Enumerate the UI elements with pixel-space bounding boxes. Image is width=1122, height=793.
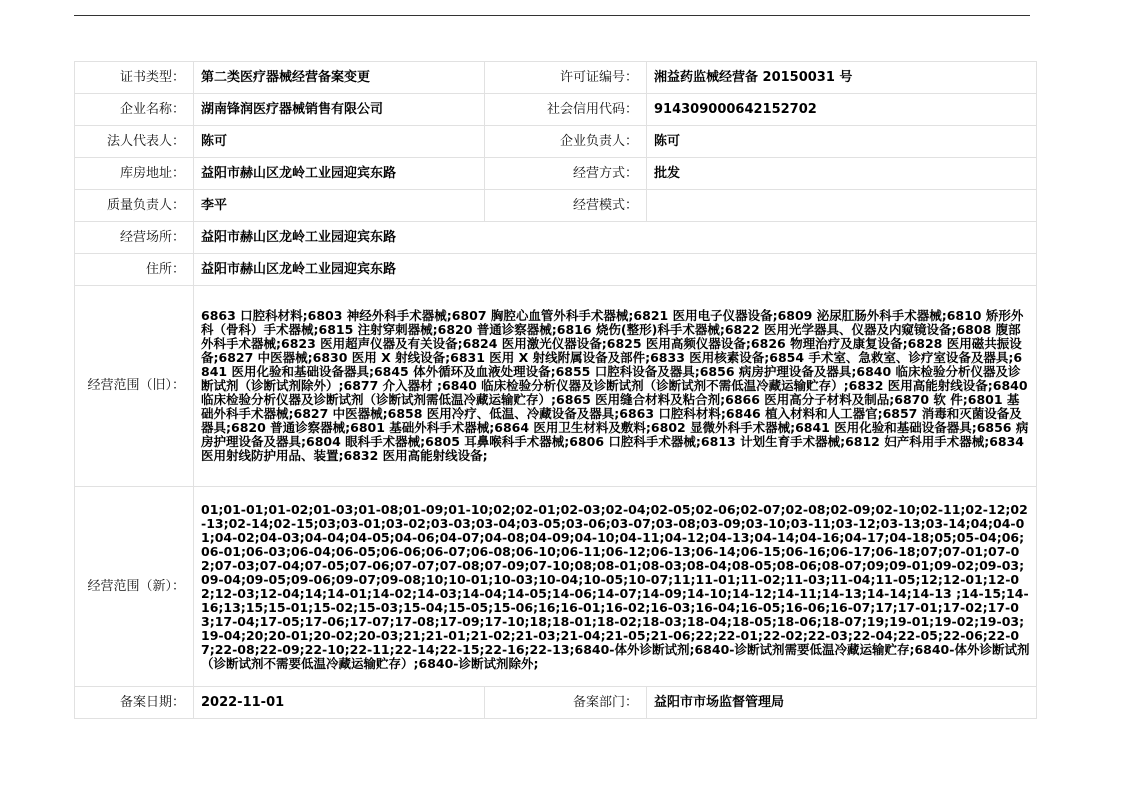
- mode-value: 批发: [647, 158, 1037, 190]
- row-warehouse: [75, 158, 1037, 190]
- license-no-label: 许可证编号：: [485, 62, 647, 94]
- certificate-table: [74, 61, 1037, 719]
- legal-rep-label: 法人代表人：: [75, 126, 194, 158]
- residence-value: 益阳市赫山区龙岭工业园迎宾东路: [194, 254, 1037, 286]
- scope-new-label: 经营范围（新）：: [75, 487, 194, 687]
- premises-value: 益阳市赫山区龙岭工业园迎宾东路: [194, 222, 1037, 254]
- row-premises: [75, 222, 1037, 254]
- quality-value: 李平: [194, 190, 485, 222]
- row-record: [75, 687, 1037, 719]
- credit-code-label: 社会信用代码：: [485, 94, 647, 126]
- row-scope-old: [75, 286, 1037, 487]
- scope-old-value: 6863 口腔科材料;6803 神经外科手术器械;6807 胸腔心血管外科手术器械;6821 医用电子仪器设备;6809 泌尿肛肠外科手术器械;6810 矫形外科（骨科）手术器械;6815 注射穿刺器械;6820 普通诊察器械;6816 烧伤(整形)科手术器械;6822 医用光学器具、仪器及内窥镜设备;6808 腹部外科手术器械;6823 医用超声仪器及有关设备;6824 医用激光仪器设备;6825 医用高频仪器设备;6826 物理治疗及康复设备;6828 医用磁共振设备;6827 中医器械;6830 医用 X 射线设备;6831 医用 X 射线附属设备及部件;6833 医用核素设备;6854 手术室、急救室、诊疗室设备及器具;6841 医用化验和基础设备器具;6845 体外循环及血液处理设备;6855 口腔科设备及器具;6856 病房护理设备及器具;6840 临床检验分析仪器及诊断试剂（诊断试剂除外）;6877 介入器材 ;6840 临床检验分析仪器及诊断试剂（诊断试剂不需低温冷藏运输贮存）;6832 医用高能射线设备;6840 临床检验分析仪器及诊断试剂（诊断试剂需低温冷藏运输贮存）;6865 医用缝合材料及粘合剂;6866 医用高分子材料及制品;6870 软 件;6801 基础外科手术器械;6827 中医器械;6858 医用冷疗、低温、冷藏设备及器具;6863 口腔科材料;6846 植入材料和人工器官;6857 消毒和灭菌设备及器具;6820 普通诊察器械;6801 基础外科手术器械;6864 医用卫生材料及敷料;6802 显微外科手术器械;6841 医用化验和基础设备器具;6856 病房护理设备及器具;6804 眼科手术器械;6805 耳鼻喉科手术器械;6806 口腔科手术器械;6813 计划生育手术器械;6812 妇产科用手术器械;6834 医用射线防护用品、装置;6832 医用高能射线设备;: [194, 286, 1037, 487]
- top-rule: [74, 15, 1030, 16]
- row-residence: [75, 254, 1037, 286]
- license-no-value: 湘益药监械经营备 20150031 号: [647, 62, 1037, 94]
- row-quality: [75, 190, 1037, 222]
- scope-old-label: 经营范围（旧）：: [75, 286, 194, 487]
- cert-type-label: 证书类型：: [75, 62, 194, 94]
- model-value: [647, 190, 1037, 222]
- legal-rep-value: 陈可: [194, 126, 485, 158]
- row-cert-type: [75, 62, 1037, 94]
- model-label: 经营模式：: [485, 190, 647, 222]
- principal-value: 陈可: [647, 126, 1037, 158]
- record-date-value: 2022-11-01: [194, 687, 485, 719]
- mode-label: 经营方式：: [485, 158, 647, 190]
- company-label: 企业名称：: [75, 94, 194, 126]
- record-date-label: 备案日期：: [75, 687, 194, 719]
- warehouse-value: 益阳市赫山区龙岭工业园迎宾东路: [194, 158, 485, 190]
- record-dept-label: 备案部门：: [485, 687, 647, 719]
- premises-label: 经营场所：: [75, 222, 194, 254]
- row-scope-new: [75, 487, 1037, 687]
- residence-label: 住所：: [75, 254, 194, 286]
- record-dept-value: 益阳市市场监督管理局: [647, 687, 1037, 719]
- quality-label: 质量负责人：: [75, 190, 194, 222]
- scope-new-value: 01;01-01;01-02;01-03;01-08;01-09;01-10;02;02-01;02-03;02-04;02-05;02-06;02-07;02-08;02-09;02-10;02-11;02-12;02-13;02-14;02-15;03;03-01;03-02;03-03;03-04;03-05;03-06;03-07;03-08;03-09;03-10;03-11;03-12;03-13;03-14;04;04-01;04-02;04-03;04-04;04-05;04-06;04-07;04-08;04-09;04-10;04-11;04-12;04-13;04-14;04-16;04-17;04-18;05;05-04;06;06-01;06-03;06-04;06-05;06-06;06-07;06-08;06-10;06-11;06-12;06-13;06-14;06-15;06-16;06-17;06-18;07;07-01;07-02;07-03;07-04;07-05;07-06;07-07;07-08;07-09;07-10;08;08-01;08-03;08-04;08-05;08-06;08-07;09;09-01;09-02;09-03;09-04;09-05;09-06;09-07;09-08;10;10-01;10-03;10-04;10-05;10-07;11;11-01;11-02;11-03;11-04;11-05;12;12-01;12-02;12-03;12-04;14;14-01;14-02;14-03;14-04;14-05;14-06;14-07;14-09;14-10;14-12;14-11;14-13;14-14;14-13 ;14-15;14-16;13;15;15-01;15-02;15-03;15-04;15-05;15-06;16;16-01;16-02;16-03;16-04;16-05;16-06;16-07;17;17-01;17-02;17-03;17-04;17-05;17-06;17-07;17-08;17-09;17-10;18;18-01;18-02;18-03;18-04;18-05;18-06;18-07;19;19-01;19-02;19-03;19-04;20;20-01;20-02;20-03;21;21-01;21-02;21-03;21-04;21-05;21-06;22;22-01;22-02;22-03;22-04;22-05;22-06;22-07;22-08;22-09;22-10;22-11;22-14;22-15;22-16;22-13;6840-体外诊断试剂;6840-诊断试剂需要低温冷藏运输贮存;6840-体外诊断试剂（诊断试剂不需要低温冷藏运输贮存）;6840-诊断试剂除外;: [194, 487, 1037, 687]
- company-value: 湖南锋润医疗器械销售有限公司: [194, 94, 485, 126]
- credit-code-value: 914309000642152702: [647, 94, 1037, 126]
- principal-label: 企业负责人：: [485, 126, 647, 158]
- warehouse-label: 库房地址：: [75, 158, 194, 190]
- cert-type-value: 第二类医疗器械经营备案变更: [194, 62, 485, 94]
- row-company: [75, 94, 1037, 126]
- row-legal-rep: [75, 126, 1037, 158]
